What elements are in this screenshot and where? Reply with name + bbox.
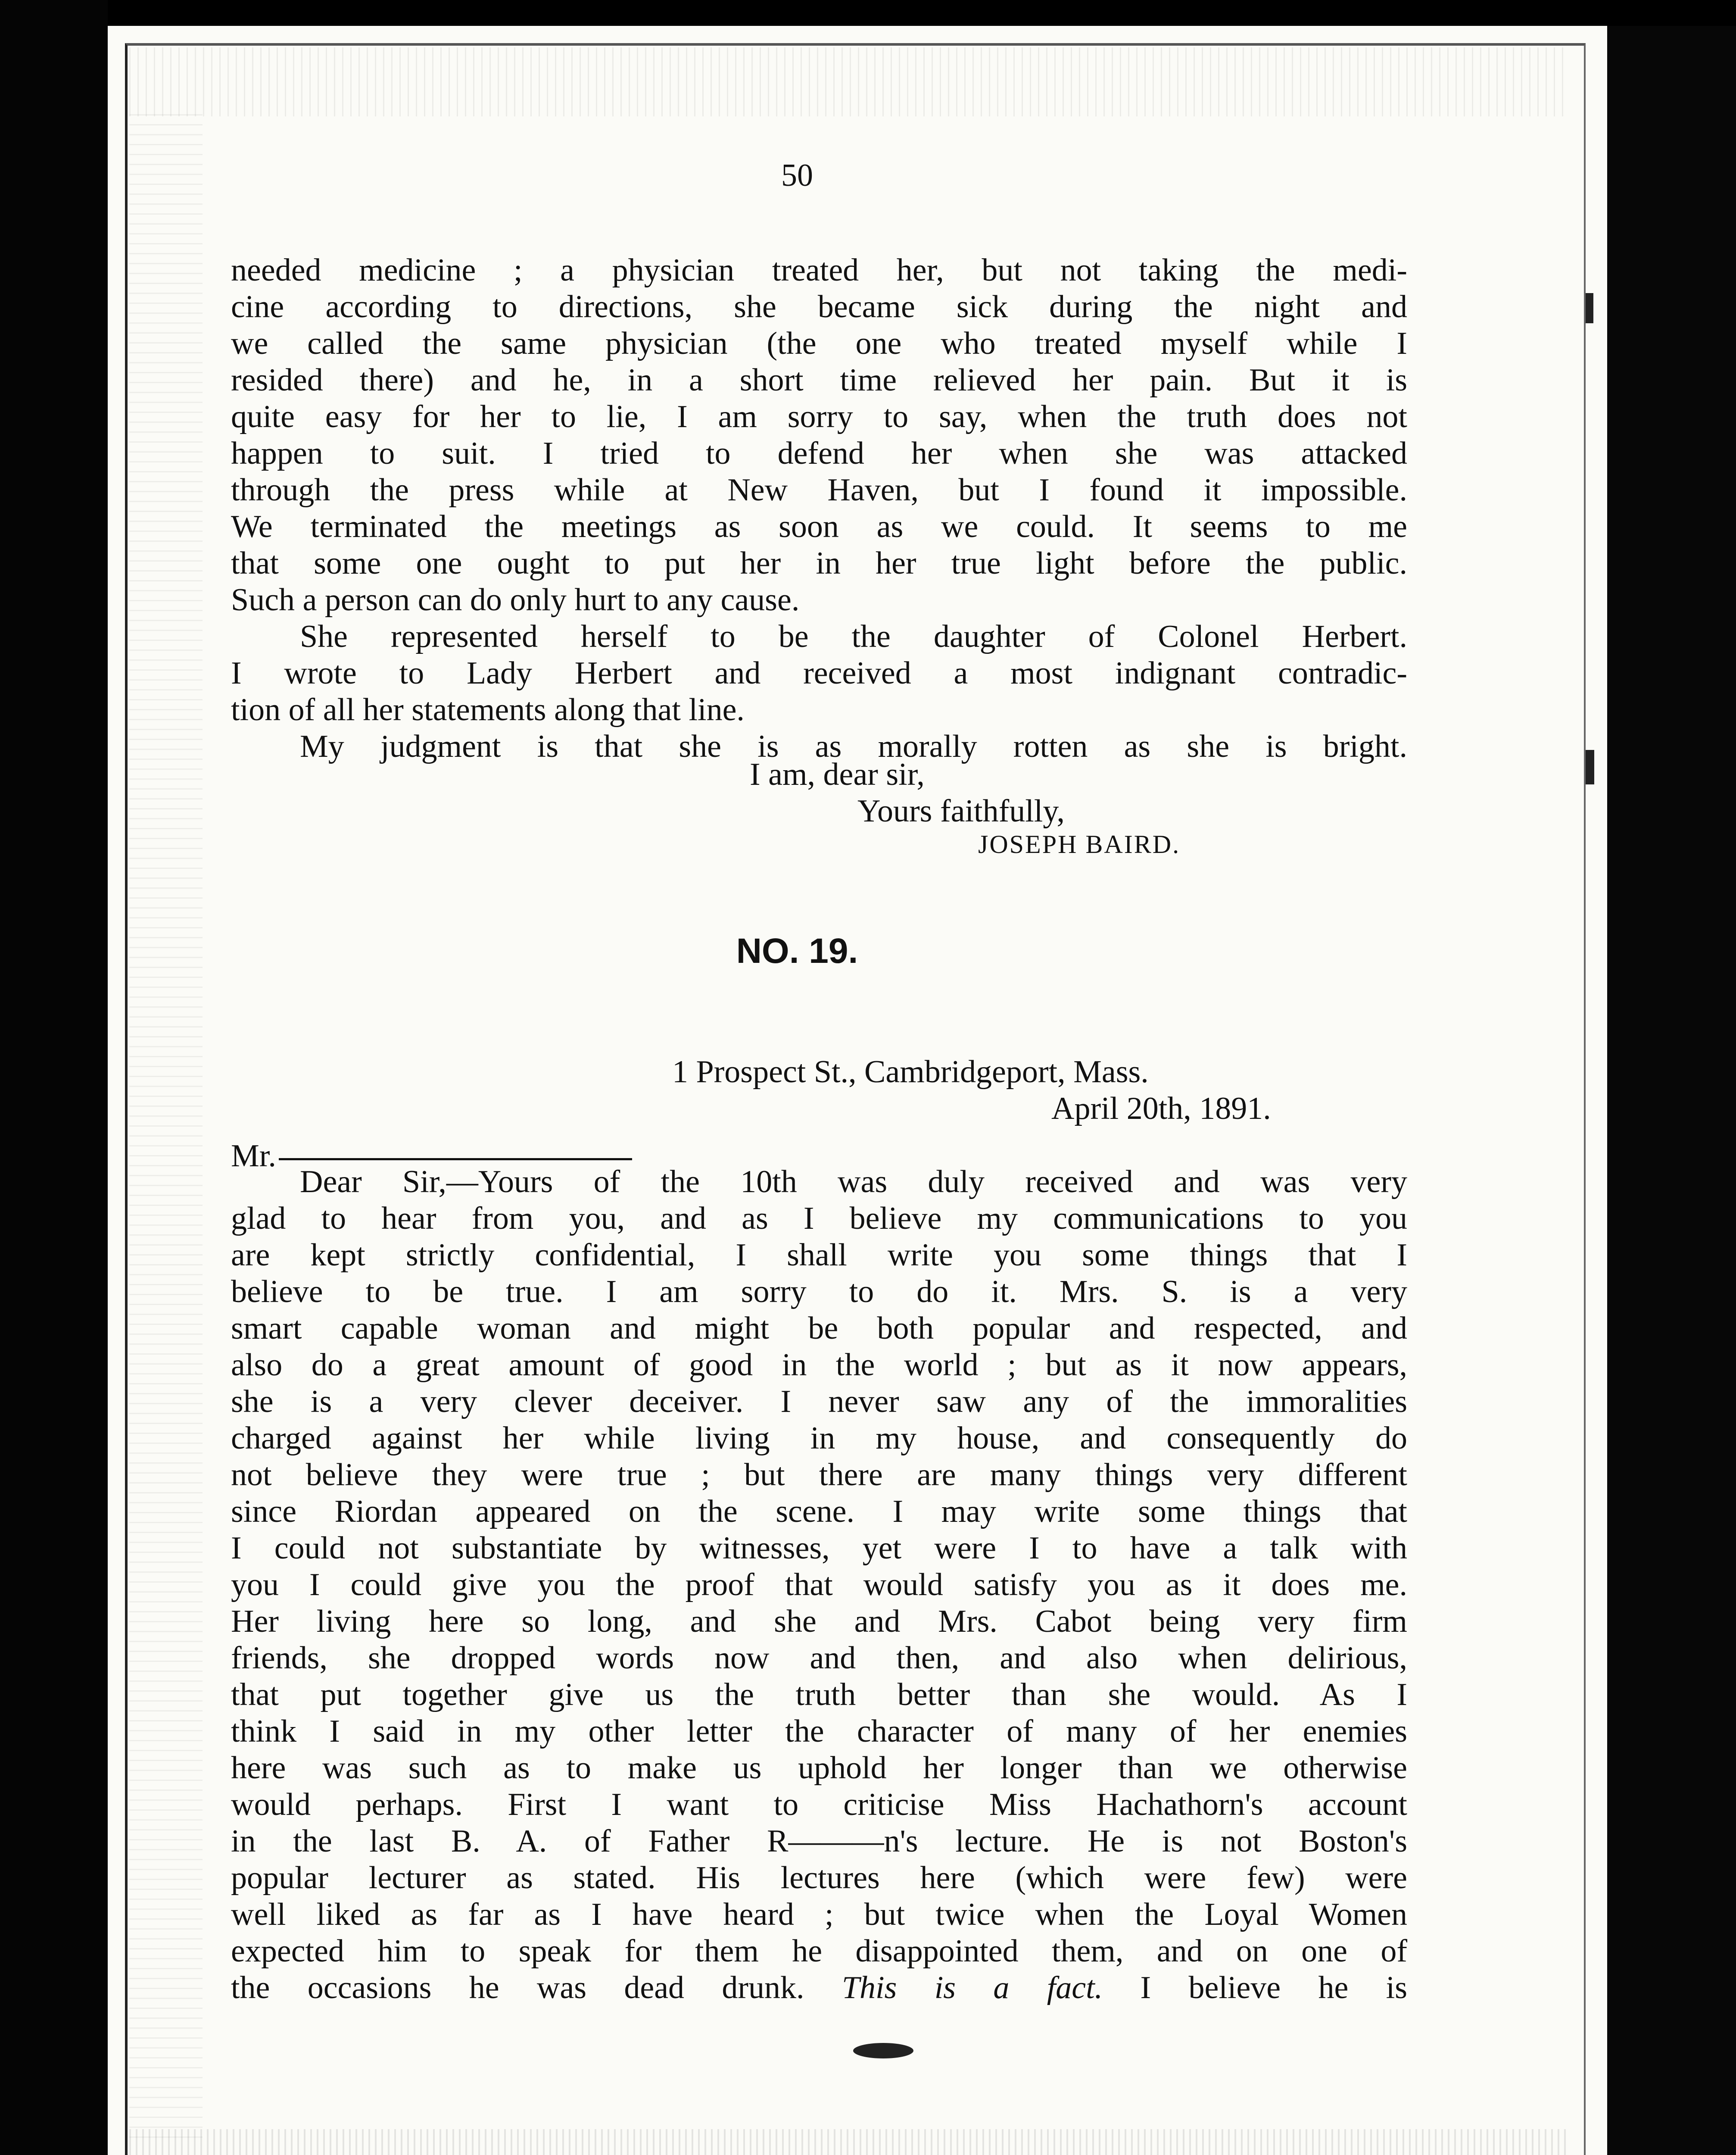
scan-border-left bbox=[0, 0, 108, 2155]
text-line: you I could give you the proof that would satisfy you as it does me. bbox=[231, 1567, 1407, 1602]
text-line: tion of all her statements along that line. bbox=[231, 692, 745, 728]
text-line: needed medicine ; a physician treated her, but not taking the medi- bbox=[231, 253, 1407, 288]
text-line: Dear Sir,—Yours of the 10th was duly received and was very bbox=[300, 1164, 1407, 1199]
letter-date: April 20th, 1891. bbox=[1051, 1091, 1271, 1126]
text-line: also do a great amount of good in the world ; but as it now appears, bbox=[231, 1347, 1407, 1383]
letter-number-heading: NO. 19. bbox=[736, 931, 858, 971]
text-fragment: I believe he is bbox=[1103, 1970, 1408, 2005]
text-line: expected him to speak for them he disappointed them, and on one of bbox=[231, 1933, 1407, 1969]
text-line: that put together give us the truth better than she would. As I bbox=[231, 1677, 1407, 1712]
text-line: resided there) and he, in a short time relieved her pain. But it is bbox=[231, 362, 1407, 398]
closing-valediction: Yours faithfully, bbox=[857, 793, 1065, 829]
scan-noise-left bbox=[129, 112, 203, 2138]
text-line: in the last B. A. of Father R———n's lecture. He is not Boston's bbox=[231, 1824, 1407, 1859]
text-line: through the press while at New Haven, but I found it impossible. bbox=[231, 472, 1407, 508]
scan-noise-bottom bbox=[129, 2129, 1568, 2155]
text-line: we called the same physician (the one who treated myself while I bbox=[231, 326, 1407, 361]
text-line: glad to hear from you, and as I believe my communications to you bbox=[231, 1201, 1407, 1236]
text-line: believe to be true. I am sorry to do it. Mrs. S. is a very bbox=[231, 1274, 1407, 1309]
text-line: well liked as far as I have heard ; but twice when the Loyal Women bbox=[231, 1897, 1407, 1932]
text-line-last bbox=[231, 1970, 1407, 2006]
margin-mark-middle bbox=[1586, 750, 1594, 784]
scan-border-right bbox=[1607, 26, 1736, 2155]
text-line: happen to suit. I tried to defend her when she was attacked bbox=[231, 436, 1407, 471]
text-line: are kept strictly confidential, I shall write you some things that I bbox=[231, 1237, 1407, 1273]
text-line: friends, she dropped words now and then, and also when delirious, bbox=[231, 1640, 1407, 1676]
text-line: My judgment is that she is as morally rotten as she is bright. bbox=[300, 729, 1407, 764]
text-line: since Riordan appeared on the scene. I may write some things that bbox=[231, 1494, 1407, 1529]
text-line: would perhaps. First I want to criticise Miss Hachathorn's account bbox=[231, 1787, 1407, 1822]
text-line: quite easy for her to lie, I am sorry to say, when the truth does not bbox=[231, 399, 1407, 434]
scan-border-top bbox=[0, 0, 1736, 26]
text-line: charged against her while living in my house, and consequently do bbox=[231, 1421, 1407, 1456]
text-fragment: the occasions he was dead drunk. bbox=[231, 1970, 804, 2005]
salutation-text: Mr. bbox=[231, 1138, 276, 1174]
name-blank-rule bbox=[279, 1158, 632, 1160]
letter-18-body bbox=[231, 252, 1407, 765]
text-line: We terminated the meetings as soon as we could. It seems to me bbox=[231, 509, 1407, 544]
letter-18-paragraph-2 bbox=[231, 618, 1407, 728]
letter-19-body bbox=[231, 1164, 1407, 2006]
text-line: think I said in my other letter the character of many of her enemies bbox=[231, 1714, 1407, 1749]
text-line: popular lecturer as stated. His lectures here (which were few) were bbox=[231, 1860, 1407, 1896]
text-line: she is a very clever deceiver. I never saw any of the immoralities bbox=[231, 1384, 1407, 1419]
text-line: here was such as to make us uphold her longer than we otherwise bbox=[231, 1750, 1407, 1786]
text-line: I wrote to Lady Herbert and received a most indignant contradic- bbox=[231, 656, 1407, 691]
emphasis-text: This is a fact. bbox=[842, 1970, 1103, 2005]
text-line: smart capable woman and might be both popular and respected, and bbox=[231, 1311, 1407, 1346]
scan-noise-top bbox=[129, 47, 1568, 116]
text-line: Such a person can do only hurt to any cause. bbox=[231, 582, 800, 618]
text-line: She represented herself to be the daughter of Colonel Herbert. bbox=[300, 619, 1407, 654]
text-line: Her living here so long, and she and Mrs. Cabot being very firm bbox=[231, 1604, 1407, 1639]
text-line: I could not substantiate by witnesses, yet were I to have a talk with bbox=[231, 1530, 1407, 1566]
text-line: not believe they were true ; but there are many things very different bbox=[231, 1457, 1407, 1493]
margin-mark-top bbox=[1586, 293, 1593, 323]
text-line: that some one ought to put her in her true light before the public. bbox=[231, 546, 1407, 581]
text-line: cine according to directions, she became sick during the night and bbox=[231, 289, 1407, 325]
closing-line: I am, dear sir, bbox=[750, 757, 925, 792]
signature: JOSEPH BAIRD. bbox=[978, 830, 1181, 859]
letter-address: 1 Prospect St., Cambridgeport, Mass. bbox=[672, 1054, 1149, 1090]
printer-ornament bbox=[853, 2043, 913, 2058]
page-number: 50 bbox=[781, 158, 813, 193]
letter-18-paragraph-1 bbox=[231, 252, 1407, 618]
